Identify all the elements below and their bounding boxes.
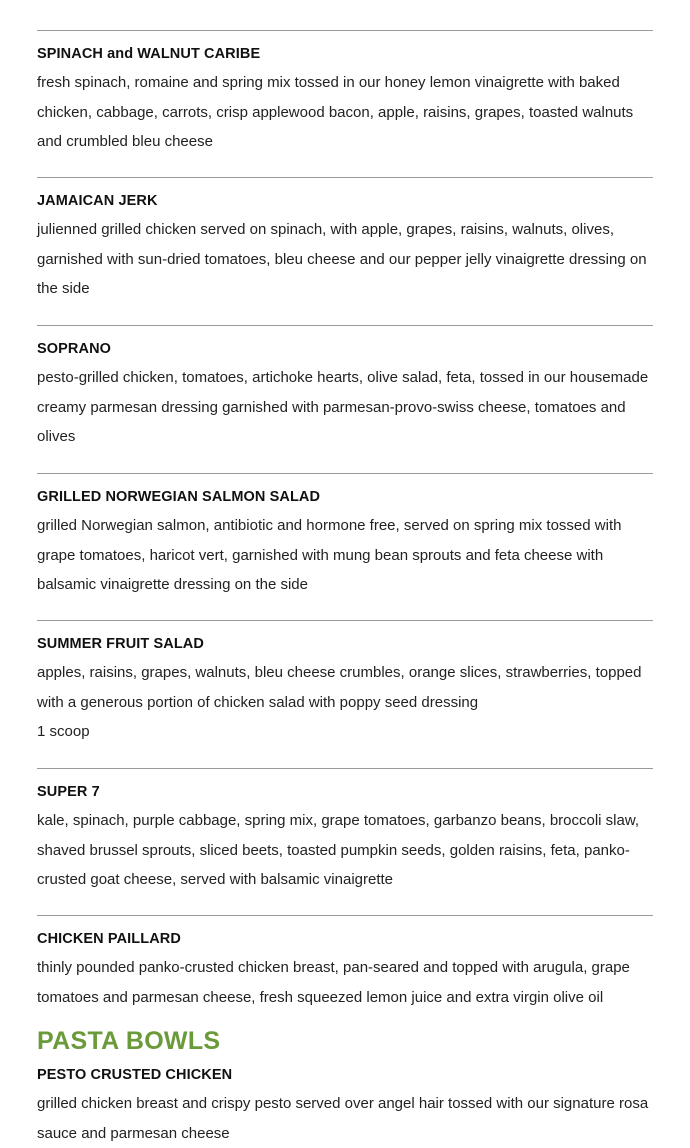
menu-item-description: pesto-grilled chicken, tomatoes, artichoke hearts, olive salad, feta, tossed in our housemade creamy parmesan dressing garnished with parmesan-provo-swiss cheese, tomatoes and olives [37, 369, 649, 445]
menu-item-description: fresh spinach, romaine and spring mix tossed in our honey lemon vinaigrette with baked chicken, cabbage, carrots, crisp applewood bacon, apple, raisins, grapes, toasted walnuts and crumbled bleu cheese [37, 74, 634, 150]
menu-item-jamaican-jerk [37, 177, 653, 304]
menu-item-name: SUMMER FRUIT SALAD [37, 636, 204, 652]
menu-item-name: CHICKEN PAILLARD [37, 931, 181, 947]
menu-item-description: julienned grilled chicken served on spinach, with apple, grapes, raisins, walnuts, olives, garnished with sun-dried tomatoes, bleu cheese and our pepper jelly vinaigrette dressing on the side [37, 221, 647, 297]
menu-item-spinach-walnut-caribe [37, 30, 653, 157]
menu-item-name: PESTO CRUSTED CHICKEN [37, 1067, 233, 1083]
menu-item-description: grilled chicken breast and crispy pesto served over angel hair tossed with our signature rosa sauce and parmesan cheese [37, 1095, 649, 1142]
menu-item-chicken-paillard [37, 915, 653, 1012]
menu-item-name: JAMAICAN JERK [37, 193, 158, 209]
menu-item-soprano [37, 325, 653, 452]
menu-item-summer-fruit-salad [37, 620, 653, 747]
menu-item-description: kale, spinach, purple cabbage, spring mix, grape tomatoes, garbanzo beans, broccoli slaw, shaved brussel sprouts, sliced beets, toasted pumpkin seeds, golden raisins, feta, panko-crusted goat cheese, served with balsamic vinaigrette [37, 812, 640, 888]
menu-item-description: thinly pounded panko-crusted chicken breast, pan-seared and topped with arugula, grape tomatoes and parmesan cheese, fresh squeezed lemon juice and extra virgin olive oil [37, 959, 630, 1006]
menu-item-grilled-norwegian-salmon-salad [37, 473, 653, 600]
menu-item-portion: 1 scoop [37, 723, 90, 740]
section-title: PASTA BOWLS [37, 1027, 221, 1055]
menu-item-name: SUPER 7 [37, 784, 100, 800]
menu-item-super-7 [37, 768, 653, 895]
menu-item-description: grilled Norwegian salmon, antibiotic and hormone free, served on spring mix tossed with grape tomatoes, haricot vert, garnished with mung bean sprouts and feta cheese with balsamic vinaigrette dressing on the side [37, 517, 622, 593]
pasta-section [37, 1026, 653, 1148]
menu-item-name: SOPRANO [37, 341, 112, 357]
menu-item-pesto-crusted-chicken [37, 1066, 653, 1148]
clipped-previous-content [37, 0, 653, 8]
menu-item-name: GRILLED NORWEGIAN SALMON SALAD [37, 489, 321, 505]
menu-page [37, 0, 653, 1142]
menu-item-description: apples, raisins, grapes, walnuts, bleu cheese crumbles, orange slices, strawberries, topped with a generous portion of chicken salad with poppy seed dressing [37, 664, 642, 711]
menu-item-name: SPINACH and WALNUT CARIBE [37, 46, 261, 62]
